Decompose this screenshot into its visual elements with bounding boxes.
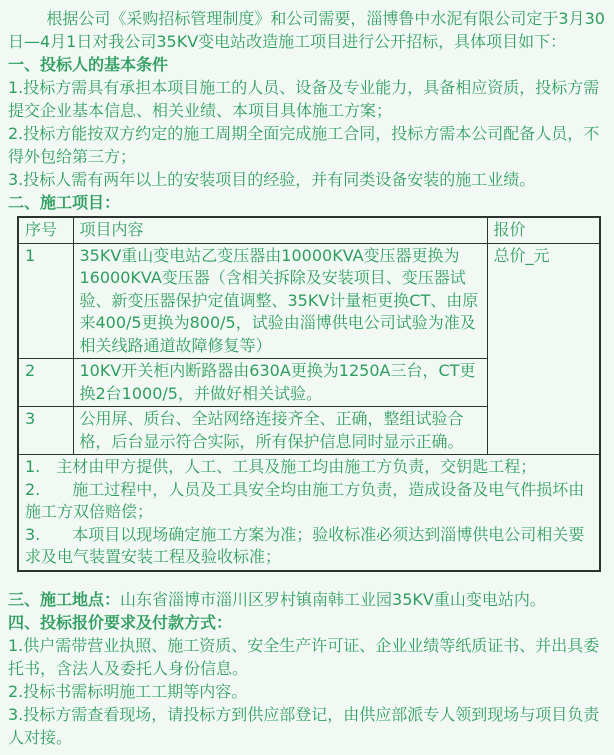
bidder-requirement-item: 3.投标人需有两年以上的安装项目的经验，并有同类设备安装的施工业绩。 <box>8 170 536 189</box>
note-item: 3. 本项目以现场确定施工方案为准；验收标准必须达到淄博供电公司相关要求及电气装置安装工程及验收标准； <box>25 524 585 566</box>
note-item: 2. 施工过程中，人员及工具安全均由施工方负责，造成设备及电气件损坏由施工方双倍赔偿； <box>25 479 585 521</box>
row-number: 3 <box>18 407 73 455</box>
table-notes-cell <box>18 455 600 571</box>
section1-heading: 一、投标人的基本条件 <box>8 55 169 74</box>
table-header-row <box>18 217 600 243</box>
col-header-content: 项目内容 <box>73 217 487 243</box>
col-header-no: 序号 <box>18 217 73 243</box>
table-row <box>18 243 600 359</box>
payment-requirement-item: 3.投标方需查看现场，请投标方到供应部登记，由供应部派专人领到现场与项目负责人对接。 <box>8 704 600 747</box>
section4-heading: 四、投标报价要求及付款方式： <box>8 612 233 632</box>
section3-text: 山东省淄博市淄川区罗村镇南韩工业园35KV重山变电站内。 <box>120 589 546 609</box>
row-content: 10KV开关柜内断路器由630A更换为1250A三台，CT更换2台1000/5，并做好相关试验。 <box>73 359 487 407</box>
table-notes-row <box>18 455 600 571</box>
row-content: 35KV重山变电站乙变压器由10000KVA变压器更换为16000KVA变压器（含相关拆除及安装项目、变压器试验、新变压器保护定值调整、35KV计量柜更换CT、由原来400/5更换为800/5，试验由淄博供电公司试验为准及相关线路通道故障修复等） <box>73 243 487 359</box>
bidder-requirement-item: 1.投标方需具有承担本项目施工的人员、设备及专业能力，具备相应资质，投标方需提交企业基本信息、相关业绩、本项目具体施工方案； <box>8 78 600 120</box>
project-table <box>17 216 601 572</box>
section2-heading: 二、施工项目： <box>8 193 121 212</box>
payment-requirement-item: 2.投标书需标明施工工期等内容。 <box>8 681 248 701</box>
intro-paragraph: 根据公司《采购招标管理制度》和公司需要，淄博鲁中水泥有限公司定于3月30日—4月1日对我公司35KV变电站改造施工项目进行公开招标，具体项目如下： <box>8 9 605 51</box>
section3-paragraph <box>8 588 606 611</box>
bidder-requirement-item: 2.投标方能按双方约定的施工周期全面完成施工合同，投标方需本公司配备人员，不得外包给第三方； <box>8 124 600 166</box>
section3-heading: 三、施工地点： <box>8 589 121 609</box>
row-number: 2 <box>18 359 73 407</box>
col-header-price: 报价 <box>487 217 600 243</box>
note-item: 1. 主材由甲方提供，人工、工具及施工均由施工方负责，交钥匙工程； <box>25 457 537 476</box>
price-cell: 总价_元 <box>487 243 600 455</box>
row-number: 1 <box>18 243 73 359</box>
payment-requirement-item: 1.供户需带营业执照、施工资质、安全生产许可证、企业业绩等纸质证书、并出具委托书，含法人及委托人身份信息。 <box>8 635 600 678</box>
row-content: 公用屏、质台、全站网络连接齐全、正确，整组试验合格，后台显示符合实际，所有保护信息同时显示正确。 <box>73 407 487 455</box>
